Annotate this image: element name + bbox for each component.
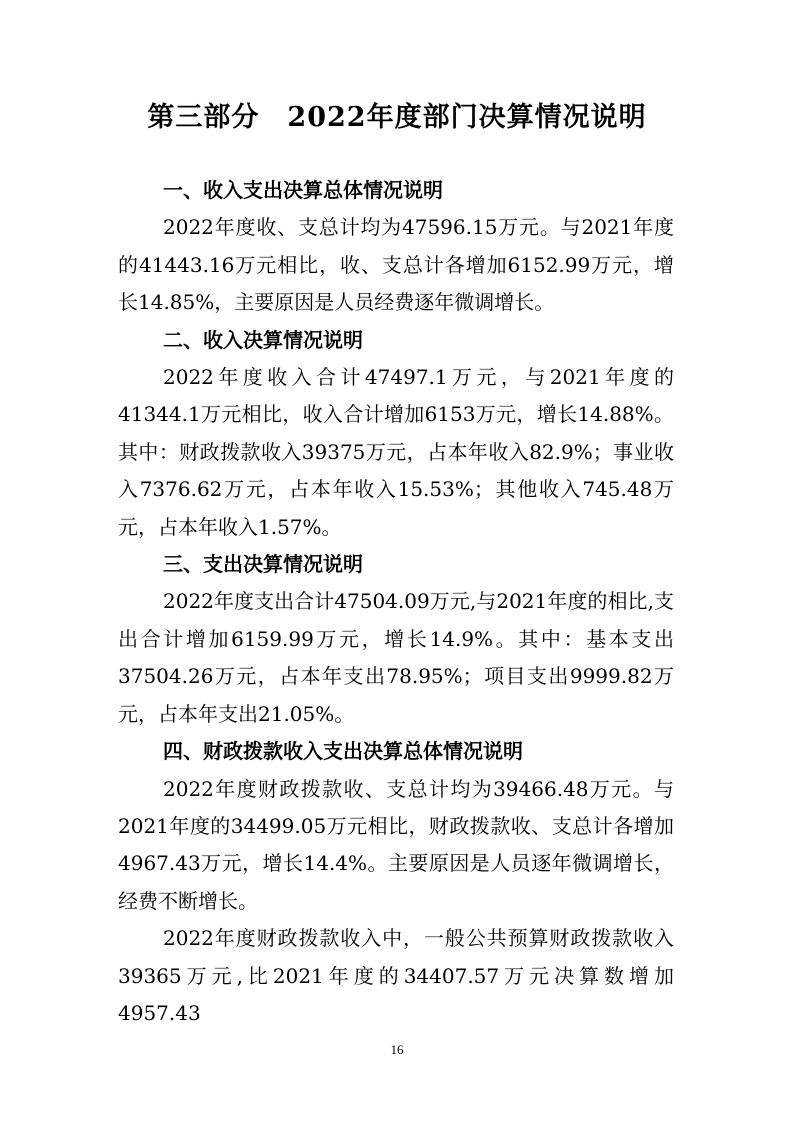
section-income-expenditure-overview xyxy=(118,172,674,322)
section-fiscal-allocation xyxy=(118,733,674,1032)
section-heading: 四、财政拨款收入支出决算总体情况说明 xyxy=(163,739,523,764)
section-paragraph: 2022年度财政拨款收、支总计均为39466.48万元。与2021年度的34499.05万元相比，财政拨款收、支总计各增加4967.43万元，增长14.4%。主要原因是人员逐年微调增长，经费不断增长。 xyxy=(118,776,674,913)
section-expenditure xyxy=(118,546,674,733)
section-heading: 一、收入支出决算总体情况说明 xyxy=(163,178,443,202)
section-paragraph: 2022年度收入合计47497.1万元，与2021年度的41344.1万元相比，收入合计增加6153万元，增长14.88%。其中：财政拨款收入39375万元，占本年收入82.9%；事业收入7376.62万元，占本年收入15.53%；其他收入745.48万元，占本年收入1.57%。 xyxy=(118,365,674,539)
section-paragraph: 2022年度收、支总计均为47596.15万元。与2021年度的41443.16万元相比，收、支总计各增加6152.99万元，增长14.85%，主要原因是人员经费逐年微调增长。 xyxy=(118,215,674,315)
section-income xyxy=(118,322,674,546)
section-heading: 三、支出决算情况说明 xyxy=(163,552,363,577)
page-title: 第三部分 2022年度部门决算情况说明 xyxy=(147,102,647,133)
section-paragraph: 2022年度支出合计47504.09万元,与2021年度的相比,支出合计增加6159.99万元，增长14.9%。其中：基本支出37504.26万元，占本年支出78.95%；项目支出9999.82万元，占本年支出21.05%。 xyxy=(118,589,674,726)
section-heading: 二、收入决算情况说明 xyxy=(163,327,363,352)
page-number: 16 xyxy=(390,1042,404,1057)
document-body xyxy=(118,172,674,1032)
section-paragraph: 2022年度财政拨款收入中，一般公共预算财政拨款收入39365万元,比2021年度的34407.57万元决算数增加4957.43 xyxy=(118,926,674,1025)
